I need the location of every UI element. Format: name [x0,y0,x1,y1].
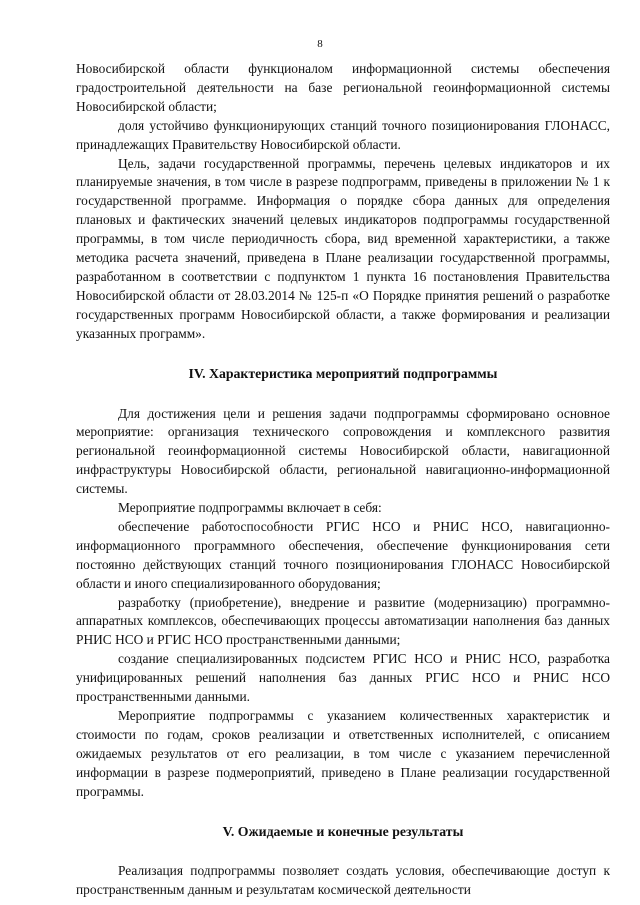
paragraph: Реализация подпрограммы позволяет создать условия, обеспечивающие доступ к пространственным данным и результатам космической деятельности [76,863,610,898]
section-heading-iv: IV. Характеристика мероприятий подпрограммы [188,365,498,381]
paragraph: Мероприятие подпрограммы с указанием количественных характеристик и стоимости по годам, сроков реализации и ответственных исполнителей, с описанием ожидаемых результатов от его реализации, в том числе с указанием перечисленной информации в разрезе подмероприятий, приведено в Плане реализации государственной программы. [76,708,610,799]
page-content [76,60,610,900]
paragraph: доля устойчиво функционирующих станций точного позиционирования ГЛОНАСС, принадлежащих Правительству Новосибирской области. [76,117,610,152]
section-heading-v: V. Ожидаемые и конечные результаты [222,823,464,839]
paragraph: Для достижения цели и решения задачи подпрограммы сформировано основное мероприятие: организация технического сопровождения и комплексного развития региональной геоинформационной системы Новосибирской области, навигационной инфраструктуры Новосибирской области, региональной навигационно-информационной системы. [76,405,610,497]
page-number: 8 [317,38,323,50]
paragraph: Новосибирской области функционалом информационной системы обеспечения градостроительной деятельности на базе региональной геоинформационной системы Новосибирской области; [76,61,610,114]
paragraph: Цель, задачи государственной программы, перечень целевых индикаторов и их планируемые значения, в том числе в разрезе подпрограмм, приведены в приложении № 1 к государственной программе. Информация о порядке сбора данных для определения плановых и фактических значений целевых индикаторов подпрограммы государственной программы, в том числе периодичность сбора, вид временной характеристики, а также методика расчета значений, приведена в Плане реализации государственной программы, разработанном в соответствии с подпунктом 1 пункта 16 постановления Правительства Новосибирской области от 28.03.2014 № 125-п «О Порядке принятия решений о разработке государственных программ Новосибирской области, а также формирования и реализации указанных программ». [76,155,610,341]
paragraph: Мероприятие подпрограммы включает в себя: [118,500,382,516]
paragraph: создание специализированных подсистем РГИС НСО и РНИС НСО, разработка унифицированных решений наполнения баз данных РГИС НСО и РНИС НСО пространственными данными. [76,651,610,705]
paragraph: обеспечение работоспособности РГИС НСО и РНИС НСО, навигационно-информационного программного обеспечения, обеспечение функционирования сети постоянно действующих станций точного позиционирования ГЛОНАСС Новосибирской области и иного специализированного оборудования; [76,518,610,591]
paragraph: разработку (приобретение), внедрение и развитие (модернизацию) программно-аппаратных комплексов, обеспечивающих процессы автоматизации наполнения баз данных РНИС НСО и РГИС НСО пространственными данными; [76,594,610,648]
